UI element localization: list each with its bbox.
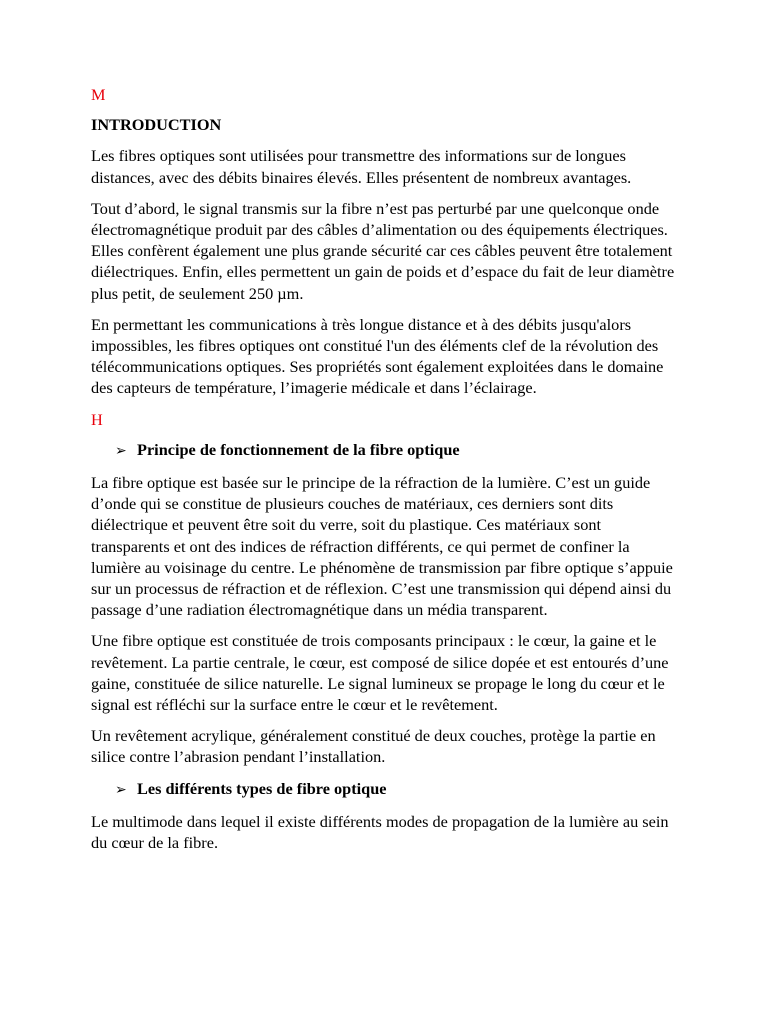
marker-m: M — [91, 85, 106, 104]
introduction-heading: INTRODUCTION — [91, 115, 222, 135]
document-page — [91, 84, 683, 863]
section-heading-types-label: Les différents types de fibre optique — [137, 778, 387, 798]
types-paragraph-1: Le multimode dans lequel il existe différents modes de propagation de la lumière au sein du cœur de la fibre. — [91, 811, 669, 853]
arrow-bullet-icon: ➢ — [115, 442, 127, 459]
intro-paragraph-1: Les fibres optiques sont utilisées pour transmettre des informations sur de longues distances, avec des débits binaires élevés. Elles présentent de nombreux avantages. — [91, 146, 632, 187]
arrow-bullet-icon: ➢ — [115, 781, 127, 798]
marker-h: H — [91, 409, 103, 429]
principe-paragraph-2: Une fibre optique est constituée de trois composants principaux : le cœur, la gaine et le revêtement. La partie centrale, le cœur, est composé de silice dopée et est entourés d’une gaine, constituée de silice naturelle. Le signal lumineux se propage le long du cœur et le signal est réfléchi sur la surface entre le cœur et le revêtement. — [91, 631, 669, 715]
section-heading-principe — [91, 439, 683, 462]
section-heading-principe-label: Principe de fonctionnement de la fibre optique — [137, 439, 460, 459]
section-heading-types — [91, 778, 683, 801]
principe-paragraph-3: Un revêtement acrylique, généralement constitué de deux couches, protège la partie en silice contre l’abrasion pendant l’installation. — [91, 726, 656, 767]
intro-paragraph-3: En permettant les communications à très longue distance et à des débits jusqu'alors impossibles, les fibres optiques ont constitué l'un des éléments clef de la révolution des télécommunications optiques. Ses propriétés sont également exploitées dans le domaine des capteurs de température, l’imagerie médicale et dans l’éclairage. — [91, 314, 664, 398]
intro-paragraph-2: Tout d’abord, le signal transmis sur la fibre n’est pas perturbé par une quelconque onde électromagnétique produit par des câbles d’alimentation ou des équipements électriques. Elles confèrent également une plus grande sécurité car ces câbles peuvent être totalement diélectriques. Enfin, elles permettent un gain de poids et d’espace du fait de leur diamètre plus petit, de seulement 250 µm. — [91, 198, 675, 303]
principe-paragraph-1: La fibre optique est basée sur le principe de la réfraction de la lumière. C’est un guide d’onde qui se constitue de plusieurs couches de matériaux, ces derniers sont dits diélectrique et peuvent être soit du verre, soit du plastique. Ces matériaux sont transparents et ont des indices de réfraction différents, ce qui permet de confiner la lumière au voisinage du centre. Le phénomène de transmission par fibre optique s’appuie sur un processus de réfraction et de réflexion. C’est une transmission qui dépend ainsi du passage d’une radiation électromagnétique dans un média transparent. — [91, 473, 673, 620]
